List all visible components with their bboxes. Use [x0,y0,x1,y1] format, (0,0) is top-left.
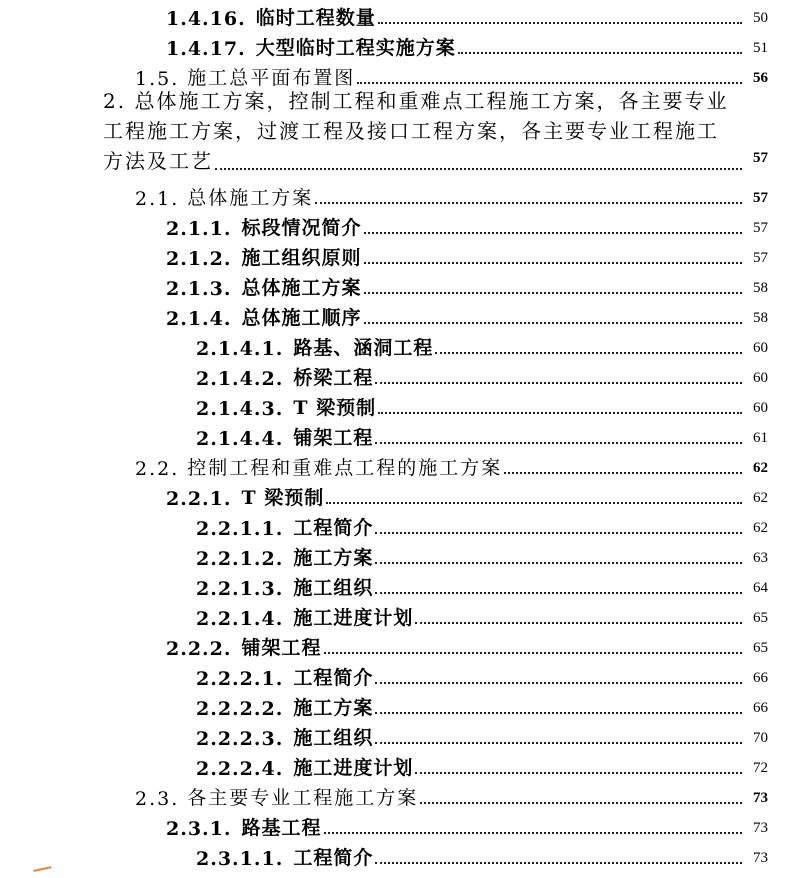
toc-entry-title: 施工进度计划 [293,757,414,779]
toc-entry-title: 工程简介 [293,667,374,689]
toc-entry[interactable] [166,300,768,330]
toc-entry-number: 2.1.4.1. [196,338,284,360]
toc-entry-page: 58 [753,310,768,326]
toc-entry[interactable] [166,240,768,270]
dot-leader [375,531,742,534]
toc-entry-title: 总体施工方案 [187,187,314,209]
toc-entry-page: 63 [753,550,768,566]
toc-entry-title: 施工组织 [293,727,374,749]
toc-entry-number: 2.2.1.3. [196,578,284,600]
toc-entry-number: 1.5. [135,68,180,90]
toc-entry-page: 57 [753,220,768,236]
dot-leader [364,321,742,324]
toc-entry-page: 73 [753,820,768,836]
dot-leader [215,167,742,170]
toc-entry-title: 施工进度计划 [293,607,414,629]
dot-leader [378,21,742,24]
toc-entry-title: 施工总平面布置图 [187,67,356,89]
toc-entry[interactable] [166,210,768,240]
toc-entry-title-line: 方法及工艺 [103,149,213,173]
toc-entry-page: 51 [753,40,768,56]
dot-leader [324,831,742,834]
dot-leader [357,81,742,84]
toc-entry-number: 1.4.17. [166,38,246,60]
toc-entry-number: 2.3.1.1. [196,848,284,870]
toc-entry-title: 标段情况简介 [241,217,362,239]
toc-entry-title: 铺架工程 [241,637,322,659]
toc-entry-title: 总体施工顺序 [241,307,362,329]
toc-entry-number: 2.3.1. [166,818,232,840]
toc-entry[interactable] [196,540,768,570]
toc-entry-page: 62 [753,520,768,536]
toc-entry[interactable] [196,840,768,870]
toc-entry[interactable] [196,330,768,360]
dot-leader [375,711,742,714]
toc-entry-page: 65 [753,610,768,626]
toc-entry-page: 64 [753,580,768,596]
toc-entry-page: 56 [753,70,768,86]
toc-entry-page: 62 [753,460,768,476]
dot-leader [324,651,742,654]
toc-entry-page: 73 [753,790,768,806]
toc-entry-line-3 [103,146,768,176]
toc-entry-number: 2.2.2.4. [196,758,284,780]
toc-entry-page: 57 [753,250,768,266]
toc-entry-multiline[interactable] [103,86,768,176]
toc-entry-title: 施工方案 [293,697,374,719]
toc-entry-page: 66 [753,670,768,686]
dot-leader [375,861,742,864]
toc-entry-page: 73 [753,850,768,866]
toc-entry-page: 58 [753,280,768,296]
dot-leader [420,801,742,804]
toc-entry[interactable] [196,720,768,750]
toc-entry[interactable] [196,510,768,540]
toc-entry-number: 2.1.1. [166,218,232,240]
toc-entry-number: 2.1.2. [166,248,232,270]
dot-leader [364,291,742,294]
dot-leader [458,51,742,54]
toc-entry-page: 70 [753,730,768,746]
toc-entry-title: 临时工程数量 [255,7,376,29]
dot-leader [375,681,742,684]
dot-leader [375,591,742,594]
toc-entry-title: 工程简介 [293,847,374,869]
toc-entry-number: 2.3. [135,788,180,810]
toc-entry-page: 62 [753,490,768,506]
toc-entry[interactable] [196,660,768,690]
toc-entry[interactable] [135,450,768,480]
corner-decoration [33,866,52,878]
dot-leader [375,741,742,744]
toc-entry-page: 72 [753,760,768,776]
toc-entry-number: 2.2.1. [166,488,232,510]
dot-leader [375,381,742,384]
toc-entry[interactable] [196,600,768,630]
dot-leader [504,471,742,474]
toc-entry-page: 65 [753,640,768,656]
toc-entry-number: 2.1.3. [166,278,232,300]
toc-entry-title: 总体施工方案 [241,277,362,299]
toc-entry-page: 61 [753,430,768,446]
toc-entry-number: 2.1.4.2. [196,368,284,390]
toc-entry[interactable] [135,180,768,210]
dot-leader [364,261,742,264]
dot-leader [435,351,742,354]
toc-entry[interactable] [196,420,768,450]
toc-entry-page: 57 [753,150,768,166]
toc-entry-page: 60 [753,340,768,356]
toc-entry-title: 工程简介 [293,517,374,539]
toc-entry-number: 2.2. [135,458,180,480]
dot-leader [415,621,742,624]
toc-entry-line-1 [103,86,768,116]
toc-entry[interactable] [166,0,768,30]
toc-entry-page: 60 [753,400,768,416]
toc-entry-page: 66 [753,700,768,716]
dot-leader [364,231,742,234]
toc-entry-title: 施工组织原则 [241,247,362,269]
dot-leader [415,771,742,774]
toc-entry-title: 大型临时工程实施方案 [255,37,456,59]
toc-entry[interactable] [166,30,768,60]
toc-entry-number: 2.2.1.4. [196,608,284,630]
toc-entry-title: T 梁预制 [241,487,325,509]
toc-entry-number: 2. [103,89,127,113]
toc-entry[interactable] [166,810,768,840]
toc-entry[interactable] [166,270,768,300]
dot-leader [378,411,742,414]
toc-entry-number: 2.2.2.3. [196,728,284,750]
toc-entry[interactable] [196,750,768,780]
toc-entry-title: 路基工程 [241,817,322,839]
toc-entry-number: 1.4.16. [166,8,246,30]
toc-entry-title: T 梁预制 [293,397,377,419]
toc-entry-title: 桥梁工程 [293,367,374,389]
dot-leader [315,201,742,204]
toc-entry-title: 控制工程和重难点工程的施工方案 [187,457,503,479]
toc-entry-number: 2.1.4. [166,308,232,330]
dot-leader [326,501,742,504]
toc-entry-number: 2.2.1.1. [196,518,284,540]
toc-entry-page: 57 [753,190,768,206]
toc-entry-title: 各主要专业工程施工方案 [187,787,419,809]
toc-entry[interactable] [166,630,768,660]
toc-entry-number: 2.2.2.2. [196,698,284,720]
toc-entry-number: 2.2.1.2. [196,548,284,570]
toc-entry-number: 2.1. [135,188,180,210]
toc-entry-page: 60 [753,370,768,386]
toc-entry[interactable] [166,480,768,510]
toc-entry-number: 2.1.4.3. [196,398,284,420]
toc-entry[interactable] [196,390,768,420]
dot-leader [375,561,742,564]
toc-entry-title: 路基、涵洞工程 [293,337,434,359]
toc-entry-title-line: 总体施工方案，控制工程和重难点工程施工方案，各主要专业 [134,89,729,113]
toc-entry[interactable] [196,570,768,600]
toc-entry[interactable] [196,690,768,720]
toc-entry-line-2: 工程施工方案，过渡工程及接口工程方案，各主要专业工程施工 [103,119,719,143]
toc-entry-number: 2.1.4.4. [196,428,284,450]
toc-entry-title: 施工方案 [293,547,374,569]
toc-entry-title: 施工组织 [293,577,374,599]
toc-entry[interactable] [135,780,768,810]
toc-entry-number: 2.2.2.1. [196,668,284,690]
toc-entry-title: 铺架工程 [293,427,374,449]
dot-leader [375,441,742,444]
toc-entry-page: 50 [753,10,768,26]
toc-entry-number: 2.2.2. [166,638,232,660]
toc-entry[interactable] [196,360,768,390]
